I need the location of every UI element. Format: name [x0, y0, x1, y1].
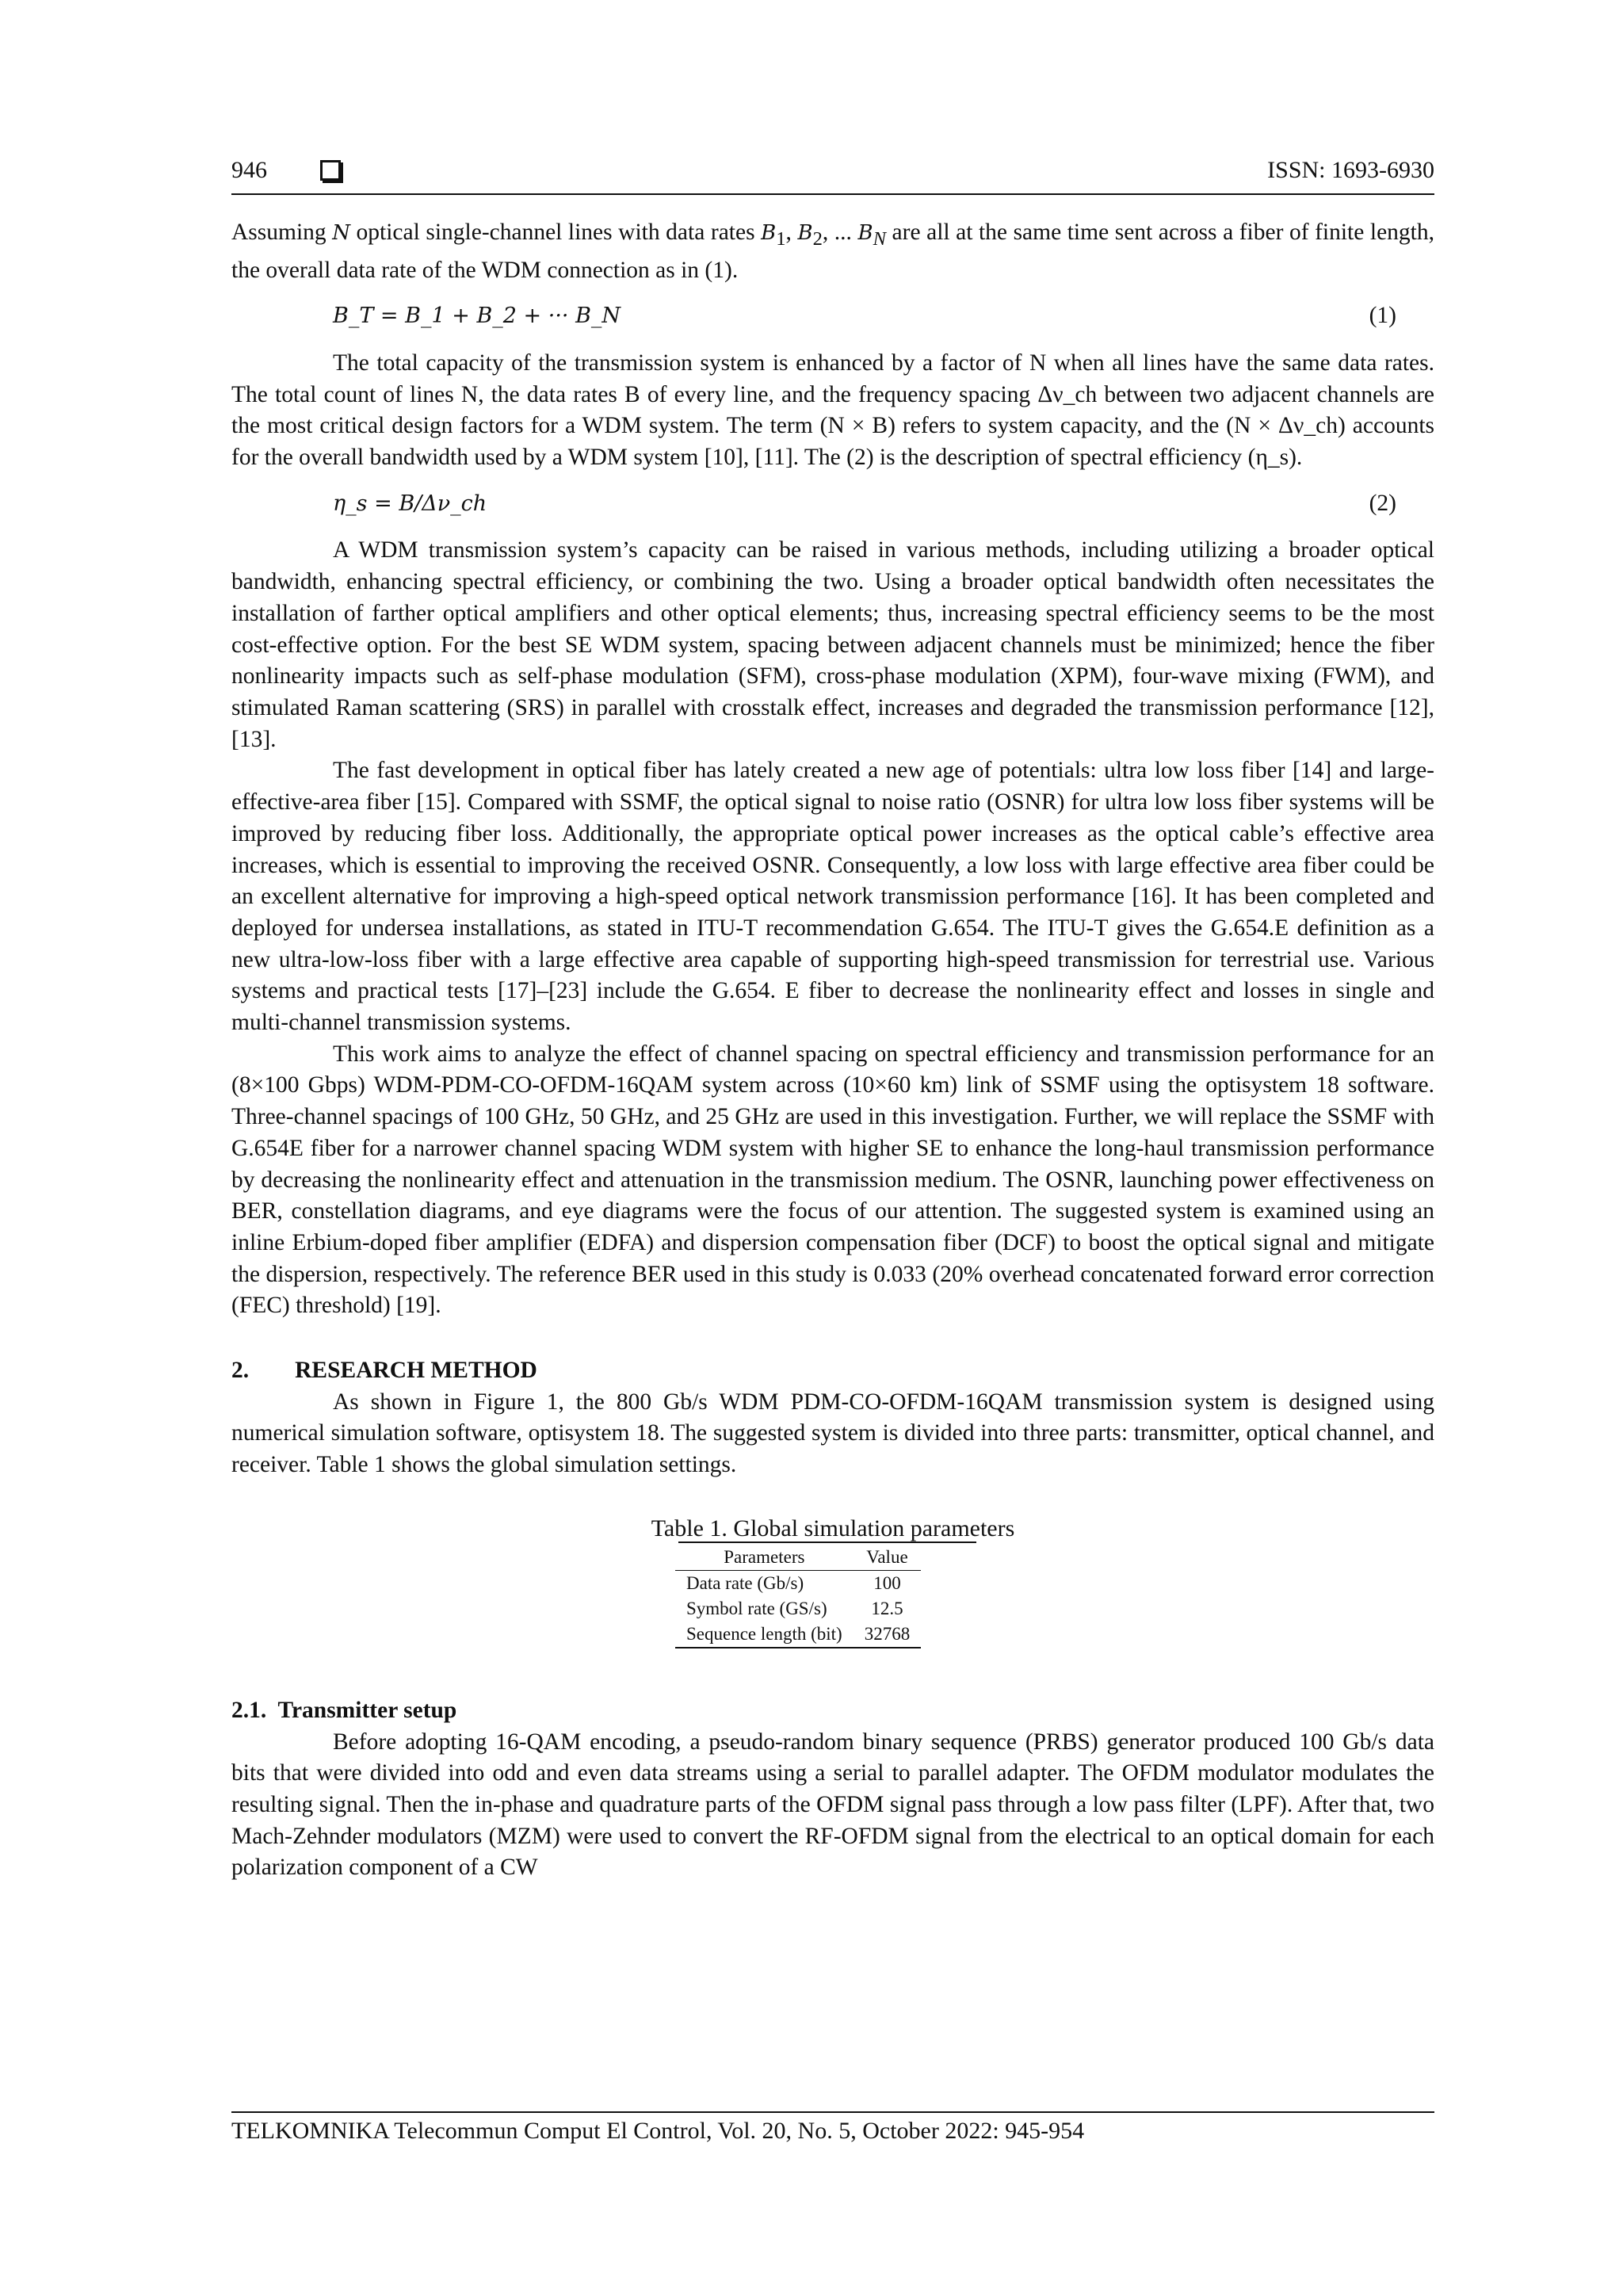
table-1-caption: Table 1. Global simulation parameters: [651, 1515, 1015, 1541]
body-text: [231, 217, 1434, 1884]
equation-1: [231, 300, 1434, 332]
paragraph-2: The total capacity of the transmission system is enhanced by a factor of N when all lines have the same data rates. The total count of lines N, the data rates B of every line, and the frequency spacing Δν_ch between two adjacent channels are the most critical design factors for a WDM system. The term (N × B) refers to system capacity, and the (N × Δν_ch) accounts for the overall bandwidth used by a WDM system [10], [11]. The (2) is the description of spectral efficiency (η_s).: [231, 350, 1434, 471]
table-cell: Data rate (Gb/s): [686, 1572, 804, 1593]
page-header: [231, 157, 1434, 195]
table-cell: 100: [873, 1572, 901, 1593]
paragraph-1: Assuming N optical single-channel lines with data rates $B_1$, $B_2$, ... $B_N$ are all at the same time sent across a fiber of finite length, the overall data rate of the WDM connection as in (1).: [231, 220, 1434, 283]
table-cell: Symbol rate (GS/s): [686, 1598, 827, 1618]
paragraph-4: The fast development in optical fiber has lately created a new age of potentials: ultra low loss fiber [14] and large-effective-area fiber [15]. Compared with SSMF, the optical signal to noise ratio (OSNR) for ultra low loss fiber systems will be improved by reducing fiber loss. Additionally, the appropriate optical power increases as the optical cable’s effective area increases, which is essential to improving the received OSNR. Consequently, a low loss with large effective area fiber could be an excellent alternative for improving a high-speed optical network transmission performance [16]. It has been completed and deployed for undersea installations, as stated in ITU-T recommendation G.654. The ITU-T gives the G.654.E definition as a new ultra-low-loss fiber with a large effective area capable of supporting high-speed transmission for terrestrial use. Various systems and practical tests [17]–[23] include the G.654. E fiber to decrease the nonlinearity effect and losses in single and multi-channel transmission systems.: [231, 758, 1434, 1036]
table-cell: 32768: [854, 1622, 922, 1648]
section-2-1-heading: 2.1. Transmitter setup: [231, 1697, 457, 1723]
table-header-cell: Parameters: [675, 1545, 854, 1571]
table-row: [675, 1622, 921, 1648]
table-header-row: [675, 1545, 921, 1571]
table-1: [231, 1513, 1434, 1695]
table-row: [675, 1596, 921, 1622]
equation-2-expression: η_s = B/Δν_ch: [333, 491, 487, 516]
table-cell: 12.5: [871, 1598, 903, 1618]
global-parameters-table: [675, 1545, 921, 1648]
page-footer: TELKOMNIKA Telecommun Comput El Control, Vol. 20, No. 5, October 2022: 945-954: [231, 2111, 1434, 2145]
section-2-heading: 2. RESEARCH METHOD: [231, 1358, 537, 1384]
equation-2: [231, 488, 1434, 520]
table-header-cell: Value: [854, 1545, 922, 1571]
page-number: 946: [231, 157, 267, 183]
paragraph-5: This work aims to analyze the effect of channel spacing on spectral efficiency and transmission performance for an (8×100 Gbps) WDM-PDM-CO-OFDM-16QAM system across (10×60 km) link of SSMF using the optisystem 18 software. Three-channel spacings of 100 GHz, 50 GHz, and 25 GHz are used in this investigation. Further, we will replace the SSMF with G.654E fiber for a narrower channel spacing WDM system with higher SE to enhance the long-haul transmission performance by decreasing the nonlinearity effect and attenuation in the transmission medium. The OSNR, launching power effectiveness on BER, constellation diagrams, and eye diagrams were the focus of our attention. The suggested system is examined using an inline Erbium-doped fiber amplifier (EDFA) and dispersion compensation fiber (DCF) to boost the optical signal and mitigate the dispersion, respectively. The reference BER used in this study is 0.033 (20% overhead concatenated forward error correction (FEC) threshold) [19].: [231, 1041, 1434, 1319]
equation-1-number: (1): [1369, 303, 1396, 329]
equation-1-expression: B_T = B_1 + B_2 + ··· B_N: [333, 304, 621, 329]
issn: ISSN: 1693-6930: [1267, 157, 1434, 183]
checkbox-square-icon: [320, 160, 341, 181]
paragraph-7: Before adopting 16-QAM encoding, a pseudo-random binary sequence (PRBS) generator produced 100 Gb/s data bits that were divided into odd and even data streams using a serial to parallel adapter. The OFDM modulator modulates the resulting signal. Then the in-phase and quadrature parts of the OFDM signal pass through a low pass filter (LPF). After that, two Mach-Zehnder modulators (MZM) were used to convert the RF-OFDM signal from the electrical to an optical domain for each polarization component of a CW: [231, 1729, 1434, 1881]
paragraph-6: As shown in Figure 1, the 800 Gb/s WDM PDM-CO-OFDM-16QAM transmission system is designed using numerical simulation software, optisystem 18. The suggested system is divided into three parts: transmitter, optical channel, and receiver. Table 1 shows the global simulation settings.: [231, 1389, 1434, 1478]
equation-2-number: (2): [1369, 490, 1396, 516]
paper-page: [231, 0, 1434, 2296]
paragraph-3: A WDM transmission system’s capacity can be raised in various methods, including utilizing a broader optical bandwidth, enhancing spectral efficiency, or combining the two. Using a broader optical bandwidth often necessitates the installation of farther optical amplifiers and other optical elements; thus, increasing spectral efficiency seems to be the most cost-effective option. For the best SE WDM system, spacing between adjacent channels must be minimized; hence the fiber nonlinearity impacts such as self-phase modulation (SFM), cross-phase modulation (XPM), four-wave mixing (FWM), and stimulated Raman scattering (SRS) in parallel with crosstalk effect, increases and degraded the transmission performance [12], [13].: [231, 537, 1434, 752]
table-cell: Sequence length (bit): [675, 1622, 854, 1648]
table-row: [675, 1570, 921, 1596]
